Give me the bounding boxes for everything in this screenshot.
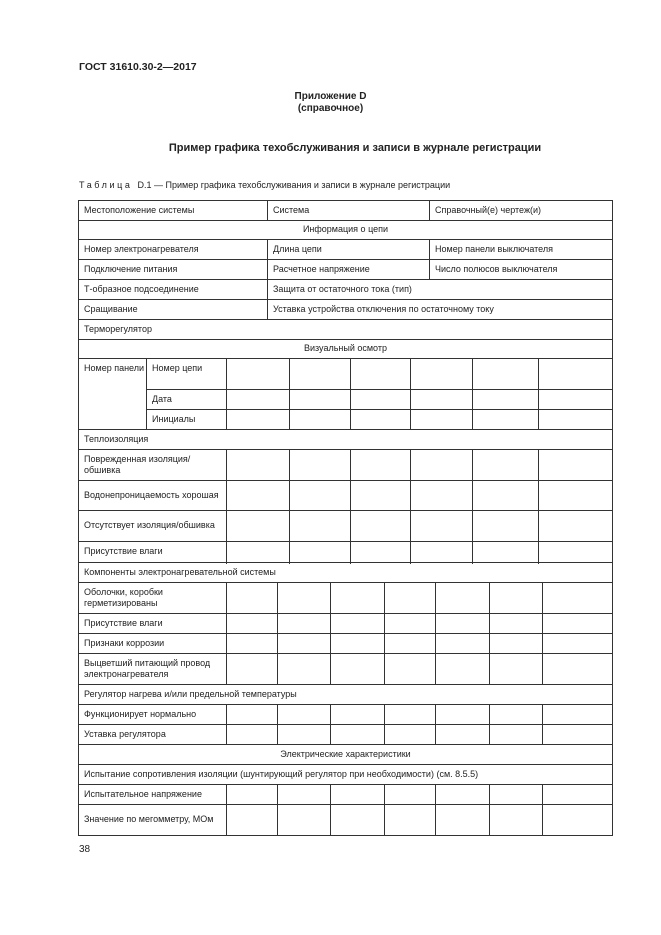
cell-corrosion: Признаки коррозии <box>84 637 165 648</box>
caption-prefix: Таблица <box>79 180 133 190</box>
caption-text: D.1 — Пример графика техобслуживания и записи в журнале регистрации <box>137 180 451 190</box>
cell-system: Система <box>273 204 310 215</box>
cell-test-voltage: Испытательное напряжение <box>84 788 202 799</box>
cell-moisture-present-2: Присутствие влаги <box>84 617 163 628</box>
cell-moisture-present: Присутствие влаги <box>84 546 163 556</box>
cell-insulation-test: Испытание сопротивления изоляции (шунтирующий регулятор при необходимости) (см. 8.5.5) <box>84 768 479 779</box>
cell-circuit-number: Номер цепи <box>152 363 203 373</box>
appendix-label: Приложение D <box>294 91 367 102</box>
section-insulation: Теплоизоляция <box>84 433 149 444</box>
cell-heater-number: Номер электронагревателя <box>84 243 199 254</box>
section-controller: Регулятор нагрева и/или предельной температуры <box>84 688 297 699</box>
cell-location: Местоположение системы <box>84 204 195 215</box>
cell-tee-connection: Т-образное подсоединение <box>84 283 199 294</box>
cell-rcd-setting: Уставка устройства отключения по остаточному току <box>273 303 494 314</box>
cell-date: Дата <box>152 393 172 404</box>
cell-missing-insulation: Отсутствует изоляция/обшивка <box>84 520 215 530</box>
section-circuit-info: Информация о цепи <box>302 224 389 234</box>
cell-panel-number: Номер панели <box>84 363 145 373</box>
cell-reference: Справочный(е) чертеж(и) <box>435 204 541 215</box>
section-visual: Визуальный осмотр <box>304 343 387 353</box>
cell-power-connection: Подключение питания <box>84 263 178 274</box>
cell-waterproof-good: Водонепроницаемость хорошая <box>84 489 219 500</box>
cell-initials: Инициалы <box>152 413 196 424</box>
document-header: ГОСТ 31610.30-2—2017 <box>79 61 197 73</box>
cell-rcd-type: Защита от остаточного тока (тип) <box>273 283 412 294</box>
cell-damaged-insulation: Поврежденная изоляция/обшивка <box>84 453 191 475</box>
page-title: Пример графика техобслуживания и записи в журнале регистрации <box>168 142 542 154</box>
appendix-note: (справочное) <box>297 103 364 114</box>
cell-splice: Сращивание <box>84 303 138 314</box>
table-caption <box>79 180 450 190</box>
cell-boxes-sealed: Оболочки, коробки герметизированы <box>84 586 163 608</box>
cell-design-voltage: Расчетное напряжение <box>273 263 370 274</box>
cell-thermostat: Терморегулятор <box>84 323 152 334</box>
cell-controller-setting: Уставка регулятора <box>84 728 166 739</box>
maintenance-table <box>78 200 613 836</box>
cell-functions-normally: Функционирует нормально <box>84 708 197 719</box>
cell-circuit-length: Длина цепи <box>273 243 322 254</box>
cell-faded-lead: Выцветший питающий провод электронагревателя <box>84 657 211 679</box>
cell-panel-switch-number: Номер панели выключателя <box>435 243 553 254</box>
section-electrical: Электрические характеристики <box>280 748 411 759</box>
cell-switch-poles: Число полюсов выключателя <box>435 263 558 274</box>
page-number: 38 <box>79 844 91 855</box>
cell-megohmmeter: Значение по мегомметру, МОм <box>84 814 214 824</box>
section-components: Компоненты электронагревательной системы <box>84 566 276 577</box>
